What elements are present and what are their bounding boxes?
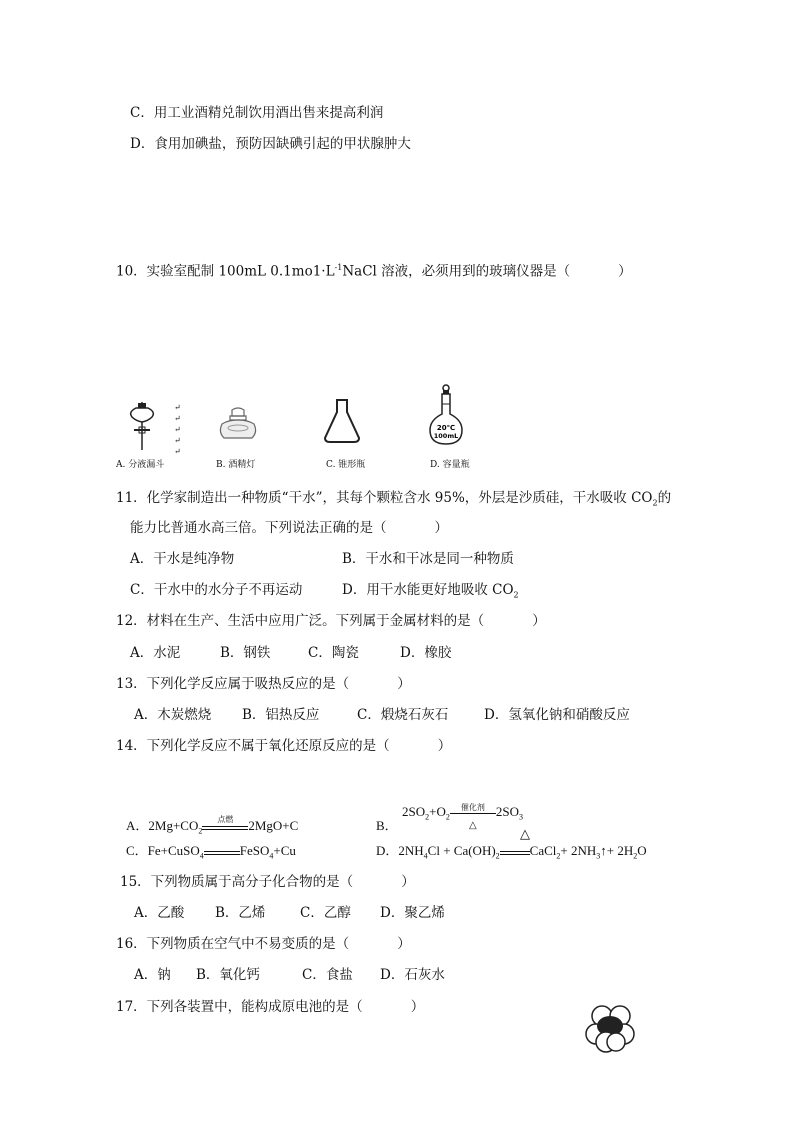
q14-d-d: ↑+ 2H bbox=[600, 843, 634, 858]
q14-c-label: C．Fe+CuSO bbox=[126, 843, 200, 858]
q14-a-condition: 点燃 bbox=[217, 815, 234, 825]
flask-label-volume: 100mL bbox=[433, 432, 459, 440]
q14-c-arrow bbox=[204, 849, 240, 855]
q17-stem-close: ） bbox=[410, 999, 425, 1015]
q11-option-c: C．干水中的水分子不再运动 bbox=[130, 582, 303, 598]
q14-d-sub4: 4 bbox=[423, 851, 428, 861]
q14-b-sub2: 2 bbox=[445, 812, 450, 822]
q14-b-left: 2SO bbox=[402, 804, 426, 819]
q14-c-end: +Cu bbox=[273, 843, 296, 858]
q13-stem-text: 13．下列化学反应属于吸热反应的是（ bbox=[116, 676, 350, 692]
q14-d-e: O bbox=[637, 843, 647, 858]
q12-option-a: A．水泥 bbox=[130, 645, 181, 661]
q12-stem bbox=[116, 612, 546, 630]
q14-d-sub2c: 2 bbox=[633, 851, 638, 861]
alcohol-lamp-icon bbox=[214, 406, 262, 446]
q14-d-sub2a: 2 bbox=[495, 851, 500, 861]
q13-stem-close: ） bbox=[397, 676, 411, 692]
q15-stem bbox=[120, 873, 415, 891]
q10-stem-sup: -1 bbox=[334, 263, 343, 272]
q9-option-d: D．食用加碘盐，预防因缺碘引起的甲状腺肿大 bbox=[130, 136, 411, 152]
q9-option-c: C．用工业酒精兑制饮用酒出售来提高利润 bbox=[130, 105, 384, 121]
q14-a-sub: 2 bbox=[198, 826, 203, 836]
q14-a-arrow bbox=[202, 815, 248, 830]
q13-option-a: A．木炭燃烧 bbox=[134, 707, 212, 723]
q11-option-d-text: D．用干水能更好地吸收 CO bbox=[342, 582, 514, 598]
q15-option-a: A．乙酸 bbox=[134, 905, 185, 921]
erlenmeyer-flask-icon bbox=[322, 398, 362, 444]
q14-stem-close: ） bbox=[437, 738, 452, 754]
q15-stem-close: ） bbox=[401, 874, 415, 890]
q14-option-a bbox=[126, 817, 298, 841]
q14-option-b-label: B． bbox=[376, 818, 398, 833]
q17-stem-text: 17．下列各装置中，能构成原电池的是（ bbox=[116, 999, 363, 1015]
q11-option-b: B．干水和干冰是同一种物质 bbox=[342, 551, 514, 567]
q14-option-d bbox=[376, 842, 647, 866]
q11-stem2-close: ） bbox=[434, 520, 448, 536]
q16-stem-close: ） bbox=[397, 936, 411, 952]
q13-option-b: B．铝热反应 bbox=[242, 707, 320, 723]
q14-b-right: 2SO bbox=[495, 804, 519, 819]
caption-b: B. 酒精灯 bbox=[216, 460, 256, 470]
q14-d-arrow bbox=[500, 849, 530, 855]
q14-a-left: 2Mg+CO bbox=[148, 818, 199, 833]
q11-option-a: A．干水是纯净物 bbox=[130, 551, 235, 567]
q12-option-c: C．陶瓷 bbox=[308, 645, 359, 661]
caption-d: D. 容量瓶 bbox=[430, 460, 470, 470]
q14-d-sub2b: 2 bbox=[556, 851, 561, 861]
q14-c-sub2: 4 bbox=[269, 851, 274, 861]
q14-d-heat: △ bbox=[520, 826, 530, 841]
q15-option-d: D．聚乙烯 bbox=[380, 905, 445, 921]
q16-option-a: A．钠 bbox=[134, 967, 171, 983]
q14-d-label: D．2NH bbox=[376, 843, 424, 858]
q14-a-right: 2MgO+C bbox=[248, 818, 299, 833]
q15-option-b: B．乙烯 bbox=[215, 905, 266, 921]
q12-stem-text: 12．材料在生产、生活中应用广泛。下列属于金属材料的是（ bbox=[116, 613, 485, 629]
q14-b-condition: 催化剂 bbox=[460, 803, 485, 813]
q11-option-d-sub: 2 bbox=[513, 590, 519, 600]
q10-arrows: ↵ ↵ ↵ ↵ ↵ bbox=[174, 403, 181, 456]
q14-option-c bbox=[126, 842, 296, 866]
q11-stem-line1 bbox=[116, 489, 671, 513]
q11-stem1: 11．化学家制造出一种物质“干水”，其每个颗粒含水 95%，外层是沙质硅，干水吸收 CO bbox=[116, 490, 653, 506]
q16-stem bbox=[116, 935, 411, 953]
q10-stem-b: NaCl 溶液，必须用到的玻璃仪器是（ bbox=[342, 263, 571, 280]
q14-d-a: Cl + Ca(OH) bbox=[427, 843, 496, 858]
q11-stem1-sub: 2 bbox=[652, 498, 658, 508]
q11-stem1-end: 的 bbox=[657, 490, 672, 506]
q16-option-d: D．石灰水 bbox=[380, 967, 445, 983]
q14-stem-text: 14．下列化学反应不属于氧化还原反应的是（ bbox=[116, 738, 390, 754]
q10-stem-a: 10．实验室配制 100mL 0.1mo1·L bbox=[116, 263, 335, 280]
q11-stem2: 能力比普通水高三倍。下列说法正确的是（ bbox=[130, 520, 387, 536]
q14-b-arrow bbox=[450, 803, 496, 832]
q14-d-c: + 2NH bbox=[560, 843, 597, 858]
q12-option-d: D．橡胶 bbox=[400, 645, 452, 661]
q14-stem bbox=[116, 737, 451, 755]
q14-b-mid: +O bbox=[429, 804, 446, 819]
q10-stem bbox=[116, 259, 632, 281]
q14-b-sub3: 3 bbox=[518, 812, 523, 822]
molecule-model-icon bbox=[580, 1002, 640, 1054]
caption-c: C. 锥形瓶 bbox=[326, 460, 366, 470]
q11-option-d bbox=[342, 581, 519, 605]
q13-option-d: D．氢氧化钠和硝酸反应 bbox=[484, 707, 630, 723]
q12-stem-close: ） bbox=[532, 613, 546, 629]
q15-stem-text: 15．下列物质属于高分子化合物的是（ bbox=[120, 874, 354, 890]
q12-option-b: B．钢铁 bbox=[220, 645, 271, 661]
q13-option-c: C．煅烧石灰石 bbox=[357, 707, 449, 723]
q16-option-c: C．食盐 bbox=[302, 967, 353, 983]
q14-d-b: CaCl bbox=[529, 843, 557, 858]
q14-a-label: A． bbox=[126, 818, 149, 833]
q14-option-b bbox=[402, 803, 523, 832]
q14-c-sub: 4 bbox=[199, 851, 204, 861]
separatory-funnel-icon bbox=[122, 400, 162, 456]
q10-stem-close: ） bbox=[618, 263, 632, 280]
q14-c-right: FeSO bbox=[239, 843, 270, 858]
q15-option-c: C．乙醇 bbox=[300, 905, 351, 921]
q11-stem-line2 bbox=[130, 519, 448, 537]
flask-label-temp: 20℃ bbox=[436, 424, 456, 432]
volumetric-flask-icon bbox=[424, 384, 468, 448]
q16-option-b: B．氧化钙 bbox=[196, 967, 260, 983]
q14-b-heat: △ bbox=[469, 820, 477, 832]
q14-d-sub3: 3 bbox=[596, 851, 601, 861]
caption-a: A. 分液漏斗 bbox=[116, 460, 165, 470]
q16-stem-text: 16．下列物质在空气中不易变质的是（ bbox=[116, 936, 350, 952]
q13-stem bbox=[116, 675, 411, 693]
q17-stem bbox=[116, 998, 424, 1016]
q14-b-sub1: 2 bbox=[425, 812, 430, 822]
